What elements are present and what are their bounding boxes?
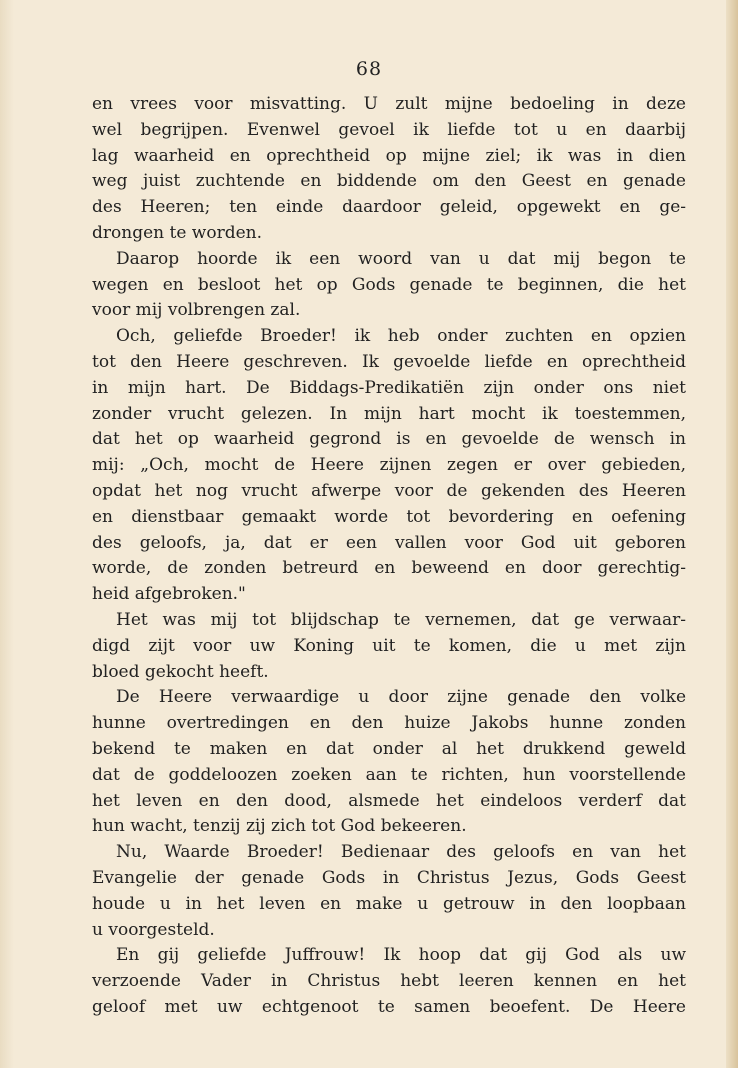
text-line: wegen en besloot het op Gods genade te beginnen, die het	[92, 274, 686, 295]
text-line: heid afgebroken."	[92, 584, 246, 605]
text-line: Evangelie der genade Gods in Christus Jezus, Gods Geest	[92, 867, 686, 888]
text-line: bloed gekocht heeft.	[92, 661, 269, 682]
text-line: hun wacht, tenzij zij zich tot God bekeeren.	[92, 816, 467, 837]
text-line: En gij geliefde Juffrouw! Ik hoop dat gij God als uw	[116, 945, 686, 966]
text-line: bekend te maken en dat onder al het drukkend geweld	[92, 738, 686, 759]
text-line: des Heeren; ten einde daardoor geleid, opgewekt en ge-	[92, 197, 686, 218]
text-line: en vrees voor misvatting. U zult mijne bedoeling in deze	[92, 94, 686, 114]
text-line: drongen te worden.	[92, 222, 262, 243]
text-line: mij: „Och, mocht de Heere zijnen zegen er over gebieden,	[92, 455, 686, 476]
text-line: houde u in het leven en make u getrouw in den loopbaan	[92, 893, 686, 914]
text-line: en dienstbaar gemaakt worde tot bevordering en oefening	[92, 506, 686, 527]
text-line: het leven en den dood, alsmede het eindeloos verderf dat	[92, 790, 686, 811]
text-line: hunne overtredingen en den huize Jakobs hunne zonden	[92, 713, 686, 734]
body-text	[92, 92, 686, 1021]
page-number: 68	[355, 58, 383, 80]
text-line: lag waarheid en oprechtheid op mijne ziel; ik was in dien	[92, 145, 686, 166]
text-line: Och, geliefde Broeder! ik heb onder zuchten en opzien	[116, 326, 686, 347]
text-line: zonder vrucht gelezen. In mijn hart mocht ik toestemmen,	[92, 403, 686, 424]
page-left-edge	[0, 0, 14, 1068]
text-line: Nu, Waarde Broeder! Bedienaar des geloofs en van het	[116, 842, 686, 863]
text-line: De Heere verwaardige u door zijne genade den volke	[116, 687, 686, 708]
text-line: verzoende Vader in Christus hebt leeren kennen en het	[92, 971, 686, 992]
text-line: opdat het nog vrucht afwerpe voor de gekenden des Heeren	[92, 480, 686, 501]
text-line: Het was mij tot blijdschap te vernemen, dat ge verwaar-	[116, 609, 686, 630]
text-line: wel begrijpen. Evenwel gevoel ik liefde tot u en daarbij	[92, 119, 686, 140]
text-line: worde, de zonden betreurd en beweend en door gerechtig-	[92, 558, 686, 579]
text-line: Daarop hoorde ik een woord van u dat mij begon te	[116, 248, 686, 269]
text-line: in mijn hart. De Biddags-Predikatiën zijn onder ons niet	[92, 377, 686, 398]
text-line: u voorgesteld.	[92, 919, 215, 940]
text-line: weg juist zuchtende en biddende om den Geest en genade	[92, 171, 686, 192]
text-line: tot den Heere geschreven. Ik gevoelde liefde en oprechtheid	[92, 351, 686, 372]
text-line: des geloofs, ja, dat er een vallen voor God uit geboren	[92, 532, 686, 553]
text-line: dat het op waarheid gegrond is en gevoelde de wensch in	[92, 429, 686, 450]
text-line: digd zijt voor uw Koning uit te komen, die u met zijn	[92, 635, 686, 656]
text-line: geloof met uw echtgenoot te samen beoefent. De Heere	[92, 996, 686, 1017]
page-right-edge	[726, 0, 738, 1068]
text-line: dat de goddeloozen zoeken aan te richten, hun voorstellende	[92, 764, 686, 785]
text-line: voor mij volbrengen zal.	[92, 300, 301, 321]
